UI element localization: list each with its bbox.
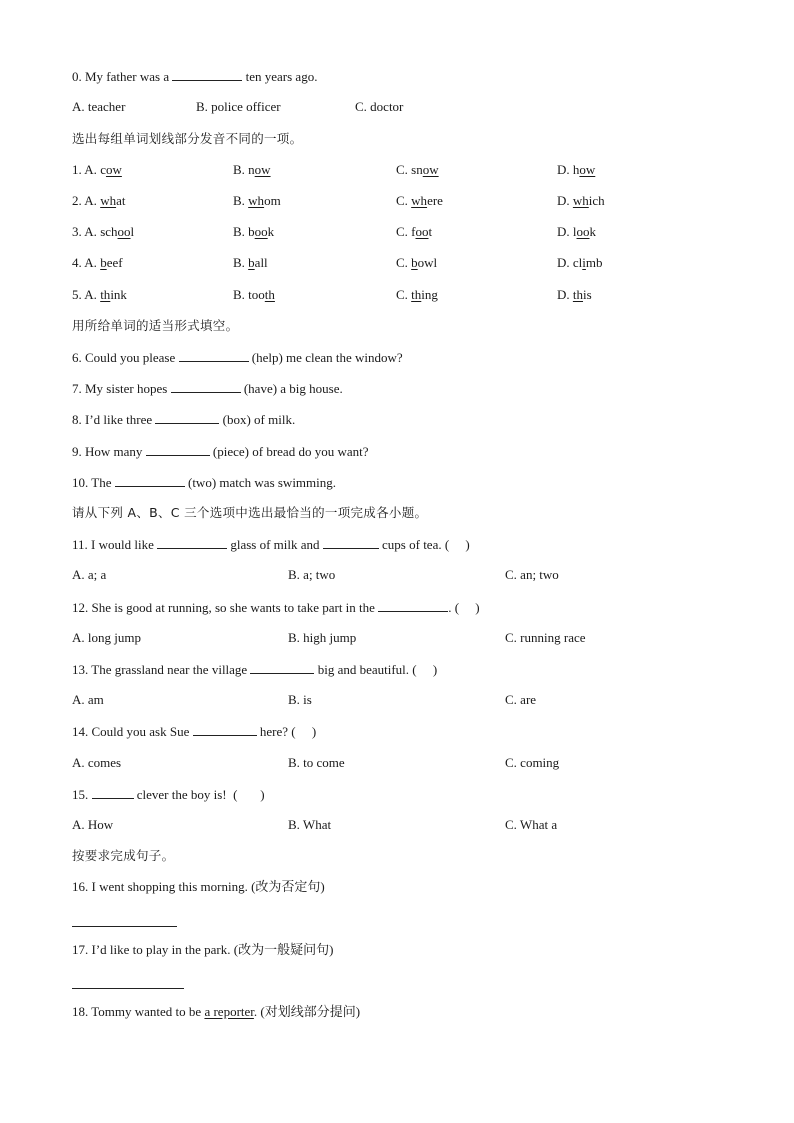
section-2-title: 用所给单词的适当形式填空。 <box>72 318 239 333</box>
pron-q5-option-a[interactable]: 5. A. think <box>72 287 127 302</box>
answer-blank[interactable] <box>172 68 242 81</box>
question-9: 9. How many (piece) of bread do you want? <box>72 444 369 459</box>
q0-option-b[interactable]: B. police officer <box>196 99 281 114</box>
q11-option-b[interactable]: B. a; two <box>288 567 336 582</box>
q14-option-c[interactable]: C. coming <box>505 755 560 770</box>
answer-blank[interactable] <box>92 786 134 799</box>
pron-q2-option-d[interactable]: D. which <box>557 193 605 208</box>
question-8: 8. I’d like three (box) of milk. <box>72 412 296 427</box>
answer-blank[interactable] <box>157 536 227 549</box>
q12-option-c[interactable]: C. running race <box>505 630 586 645</box>
answer-blank[interactable] <box>250 661 314 674</box>
q11-option-c[interactable]: C. an; two <box>505 567 559 582</box>
pron-q4-option-d[interactable]: D. climb <box>557 255 603 270</box>
q13-option-b[interactable]: B. is <box>288 692 312 707</box>
answer-blank[interactable] <box>193 723 257 736</box>
question-10: 10. The (two) match was swimming. <box>72 475 337 490</box>
pron-q3-option-d[interactable]: D. look <box>557 224 597 239</box>
pron-q2-option-b[interactable]: B. whom <box>233 193 281 208</box>
q11-option-a[interactable]: A. a; a <box>72 567 107 582</box>
answer-blank[interactable] <box>179 349 249 362</box>
question-18: 18. Tommy wanted to be a reporter. (对划线部分提问) <box>72 1004 361 1019</box>
answer-blank[interactable] <box>146 443 210 456</box>
section-4-title: 按要求完成句子。 <box>72 848 175 863</box>
answer-blank[interactable] <box>155 411 219 424</box>
pron-q2-option-a[interactable]: 2. A. what <box>72 193 126 208</box>
pron-q5-option-c[interactable]: C. thing <box>396 287 438 302</box>
question-13: 13. The grassland near the village big and beautiful. ( ) <box>72 662 438 677</box>
question-17: 17. I’d like to play in the park. (改为一般疑问句) <box>72 942 334 957</box>
q12-option-a[interactable]: A. long jump <box>72 630 141 645</box>
pron-q5-option-d[interactable]: D. this <box>557 287 592 302</box>
pron-q5-option-b[interactable]: B. tooth <box>233 287 275 302</box>
question-11: 11. I would like glass of milk and cups of tea. ( ) <box>72 537 470 552</box>
answer-blank[interactable] <box>323 536 379 549</box>
pron-q4-option-a[interactable]: 4. A. beef <box>72 255 123 270</box>
question-0: 0. My father was a ten years ago. <box>72 69 318 84</box>
pron-q1-option-a[interactable]: 1. A. cow <box>72 162 122 177</box>
section-1-title: 选出每组单词划线部分发音不同的一项。 <box>72 131 303 146</box>
q15-option-c[interactable]: C. What a <box>505 817 558 832</box>
q12-option-b[interactable]: B. high jump <box>288 630 357 645</box>
pron-q4-option-c[interactable]: C. bowl <box>396 255 438 270</box>
question-12: 12. She is good at running, so she wants to take part in the . ( ) <box>72 600 480 615</box>
q13-option-a[interactable]: A. am <box>72 692 104 707</box>
pron-q1-option-c[interactable]: C. snow <box>396 162 439 177</box>
question-14: 14. Could you ask Sue here? ( ) <box>72 724 317 739</box>
section-3-title: 请从下列 A、B、C 三个选项中选出最恰当的一项完成各小题。 <box>72 505 428 520</box>
question-7: 7. My sister hopes (have) a big house. <box>72 381 343 396</box>
pron-q1-option-b[interactable]: B. now <box>233 162 271 177</box>
underlined-phrase: a reporter <box>204 1004 254 1019</box>
pron-q4-option-b[interactable]: B. ball <box>233 255 268 270</box>
pron-q1-option-d[interactable]: D. how <box>557 162 596 177</box>
answer-blank[interactable] <box>378 599 448 612</box>
answer-line-16[interactable] <box>72 925 177 927</box>
q13-option-c[interactable]: C. are <box>505 692 537 707</box>
pron-q3-option-b[interactable]: B. book <box>233 224 275 239</box>
answer-line-17[interactable] <box>72 987 184 989</box>
q0-option-c[interactable]: C. doctor <box>355 99 404 114</box>
q0-option-a[interactable]: A. teacher <box>72 99 126 114</box>
q15-option-a[interactable]: A. How <box>72 817 114 832</box>
q14-option-a[interactable]: A. comes <box>72 755 122 770</box>
pron-q2-option-c[interactable]: C. where <box>396 193 443 208</box>
pron-q3-option-a[interactable]: 3. A. school <box>72 224 135 239</box>
pron-q3-option-c[interactable]: C. foot <box>396 224 433 239</box>
q15-option-b[interactable]: B. What <box>288 817 332 832</box>
answer-blank[interactable] <box>115 474 185 487</box>
q14-option-b[interactable]: B. to come <box>288 755 345 770</box>
question-16: 16. I went shopping this morning. (改为否定句) <box>72 879 325 894</box>
answer-blank[interactable] <box>171 380 241 393</box>
question-15: 15. clever the boy is! ( ) <box>72 787 265 802</box>
question-6: 6. Could you please (help) me clean the window? <box>72 350 403 365</box>
